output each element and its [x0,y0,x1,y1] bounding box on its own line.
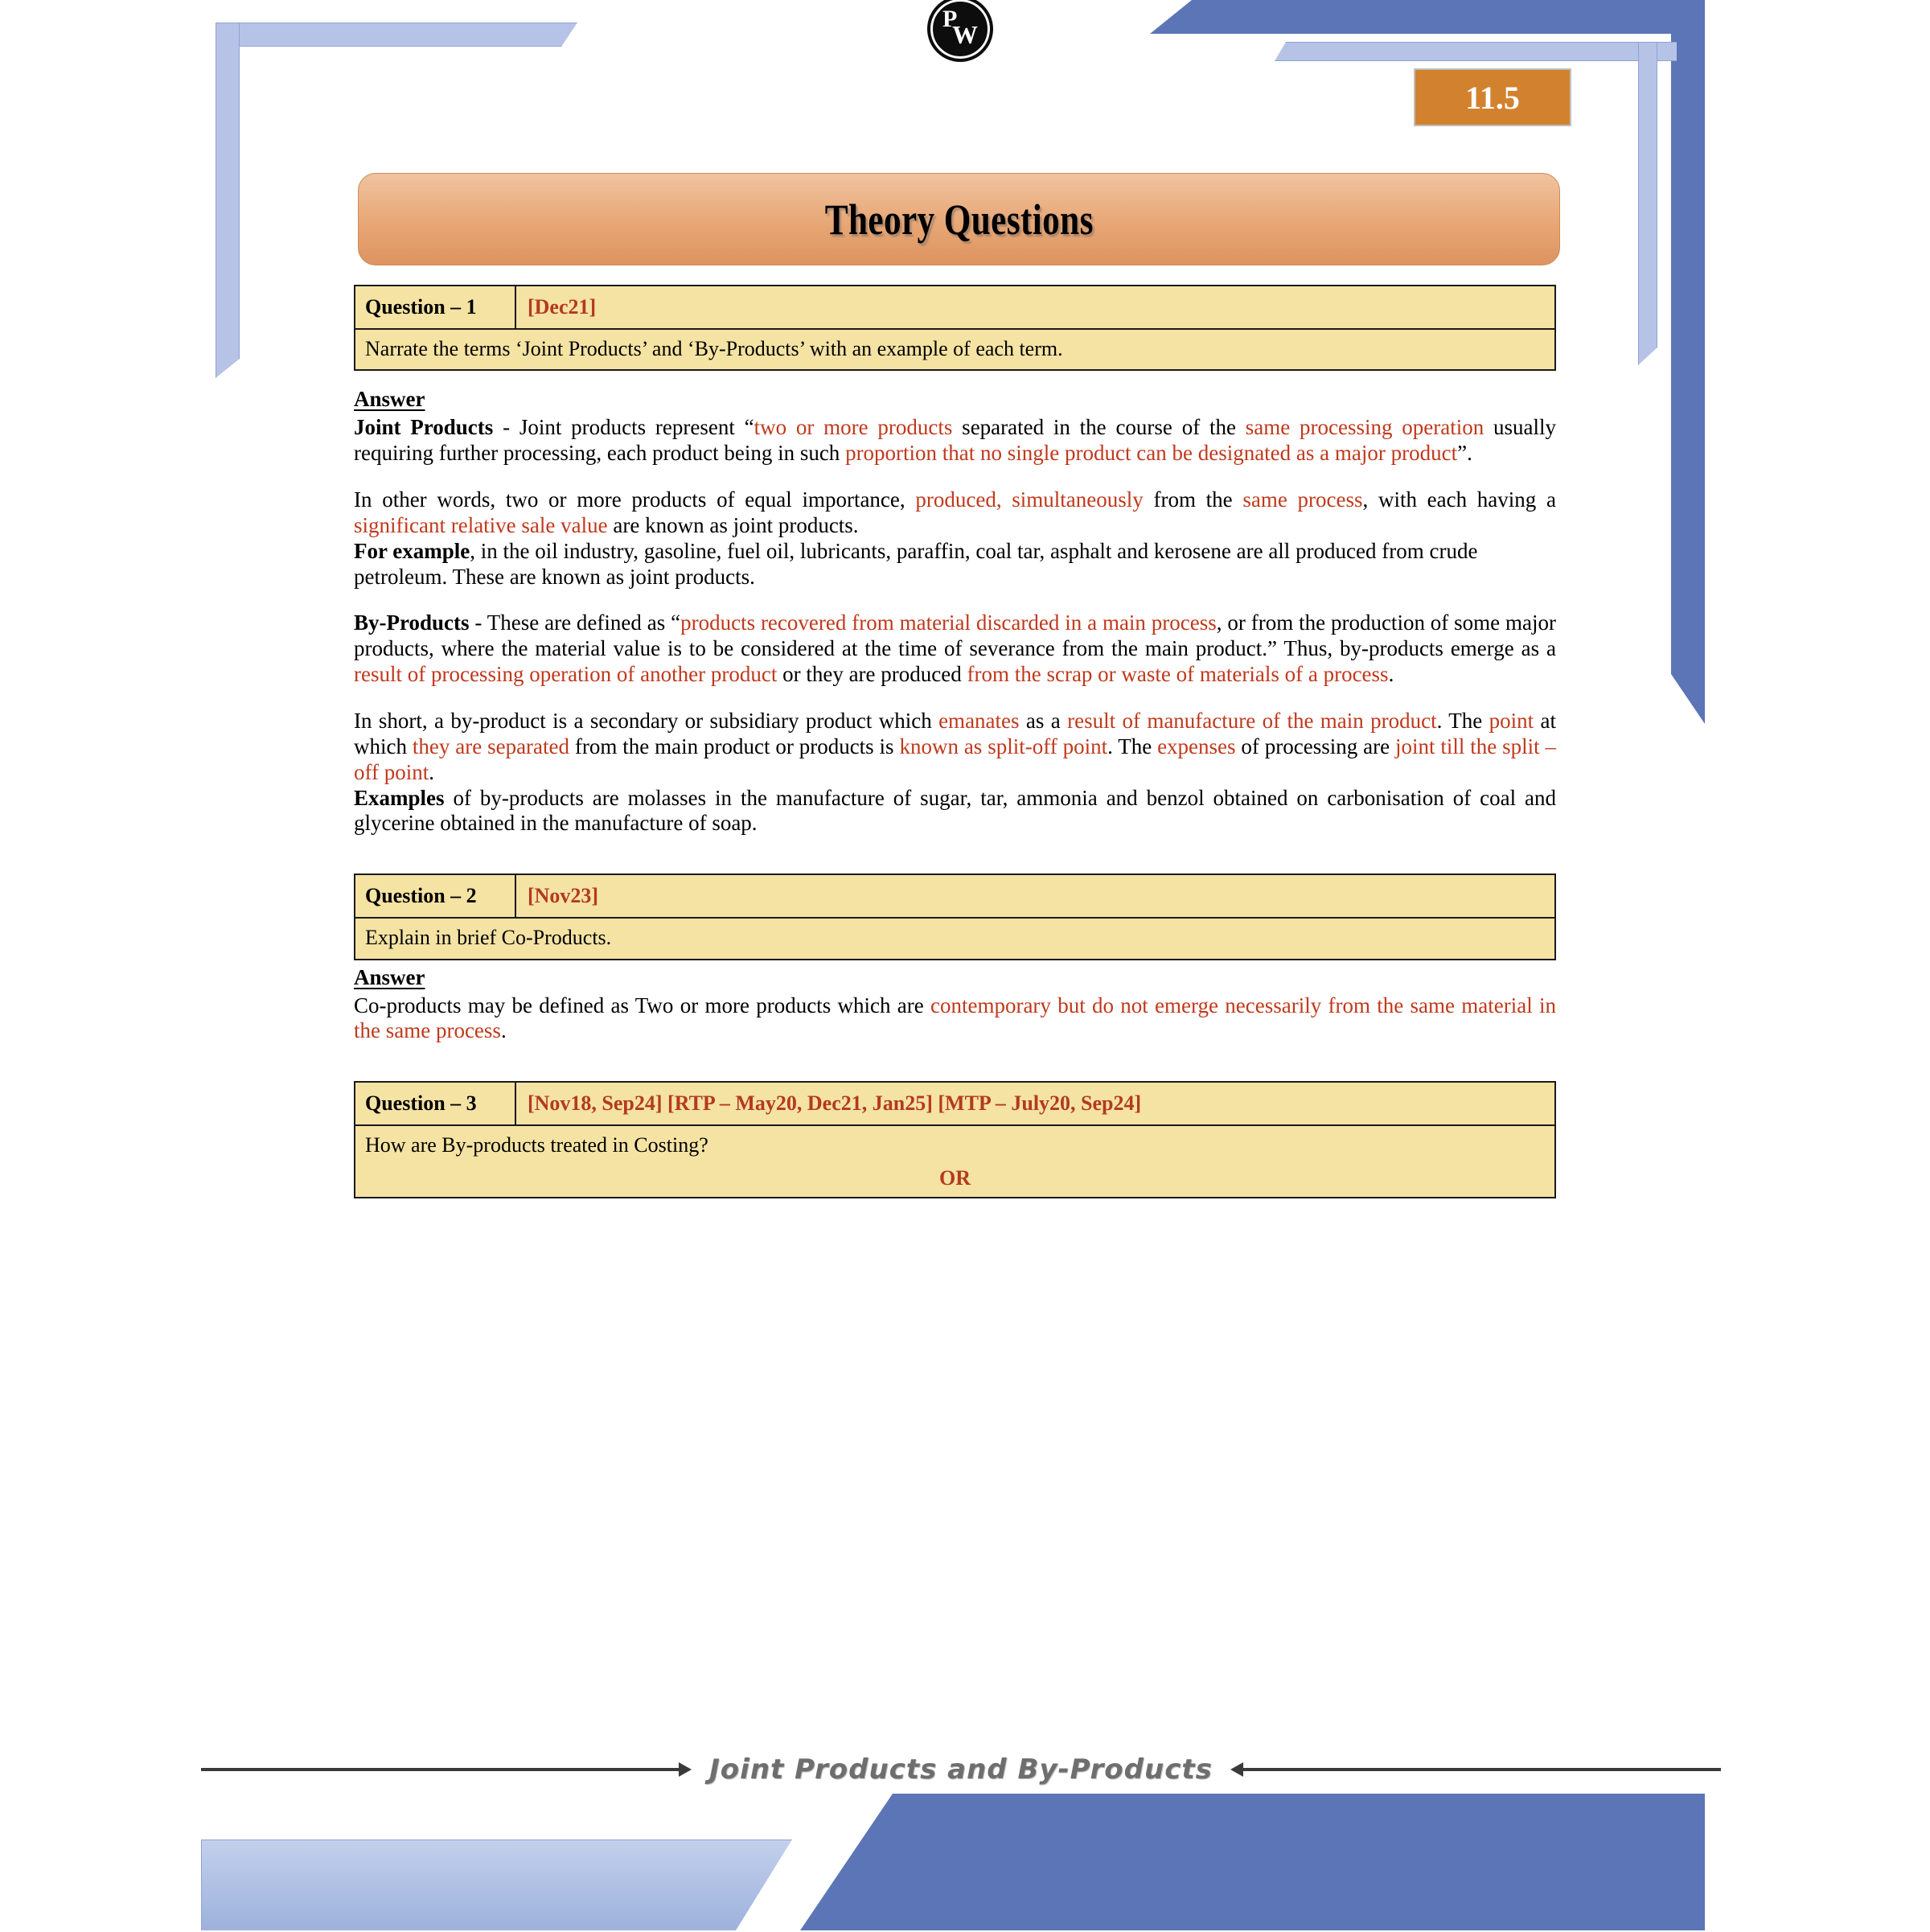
answer-1-paragraph-3: For example, in the oil industry, gasoline, fuel oil, lubricants, paraffin, coal tar, asphalt and kerosene are all produced from crude petroleum. These are known as joint products. [354,538,1478,589]
frame-top-left-light-vertical [216,23,240,378]
answer-1-paragraph-5: In short, a by-product is a secondary or subsidiary product which emanates as a result of manufacture of the main product. The point at which they are separated from the main product or products is known as split-off point. The expenses of processing are joint till the split –off point. [354,709,1556,784]
frame-right-dark-band [1671,0,1705,724]
page-content [354,173,1576,1198]
question-header-3 [355,1083,1554,1126]
footer-line-right [1243,1768,1721,1771]
footer-arrow-right-icon [679,1762,692,1777]
frame-top-dark-band [1150,0,1705,34]
answer-label-1: Answer [354,387,425,412]
question-reference-1: [Dec21] [528,295,597,319]
answer-label-2: Answer [354,964,425,989]
frame-top-left-light-horizontal [216,23,579,47]
answer-1-paragraph-1: Joint Products - Joint products represent “two or more products separated in the course of the same processing operation usually requiring further processing, each product being in such proportion that no single product can be designated as a major product”. [354,415,1556,466]
question-header-1 [355,286,1554,330]
answer-2-paragraph-1: Co-products may be defined as Two or more products which are contemporary but do not emerge necessarily from the same material in the same process. [354,993,1556,1043]
question-box-3 [354,1081,1556,1198]
question-text-1: Narrate the terms ‘Joint Products’ and ‘By-Products’ with an example of each term. [365,337,1063,360]
question-label-3: Question – 3 [355,1083,516,1124]
logo-letter-p: P [942,6,958,32]
answer-1-paragraph-6: Examples of by-products are molasses in the manufacture of sugar, tar, ammonia and benzol obtained on carbonisation of coal and glycerine obtained in the manufacture of soap. [354,785,1556,836]
frame-top-right-light-vertical [1638,42,1657,365]
question-label-2: Question – 2 [355,875,516,917]
question-or-separator-3: OR [939,1165,971,1190]
page-title: Theory Questions [824,195,1094,244]
term-examples: Examples [354,785,445,810]
logo-circle [933,2,988,56]
question-reference-3: [Nov18, Sep24] [RTP – May20, Dec21, Jan25] [MTP – July20, Sep24] [528,1091,1142,1116]
question-label-1: Question – 1 [355,286,516,328]
term-by-products: By-Products [354,610,470,635]
question-text-3: How are By-products treated in Costing? [365,1133,708,1157]
term-for-example: For example [354,538,470,563]
question-header-2 [355,875,1554,919]
question-text-2: Explain in brief Co-Products. [365,926,612,950]
pw-logo-icon [933,2,984,53]
footer-line-left [201,1768,679,1771]
page-number-badge: 11.5 [1414,68,1571,126]
footer-title: Joint Products and By-Products [709,1753,1213,1786]
logo-letter-w: W [952,20,978,49]
question-box-1 [354,285,1556,371]
question-box-2 [354,874,1556,960]
footer-arrow-left-icon [1230,1762,1243,1777]
section-banner [358,173,1560,265]
page-footer [201,1753,1721,1786]
question-reference-2: [Nov23] [528,884,599,908]
answer-1-paragraph-2: In other words, two or more products of equal importance, produced, simultaneously from the same process, with each having a significant relative sale value are known as joint products. [354,487,1556,537]
frame-top-right-light-horizontal [1275,42,1678,61]
term-joint-products: Joint Products [354,415,494,440]
answer-1-paragraph-4: By-Products - These are defined as “products recovered from material discarded in a main process, or from the production of some major products, where the material value is to be considered at the time of severance from the main product.” Thus, by-products emerge as a result of processing operation of another product or they are produced from the scrap or waste of materials of a process. [354,610,1557,687]
frame-bottom-light-shape [201,1840,794,1932]
frame-bottom-dark-shape [684,1794,1705,1930]
